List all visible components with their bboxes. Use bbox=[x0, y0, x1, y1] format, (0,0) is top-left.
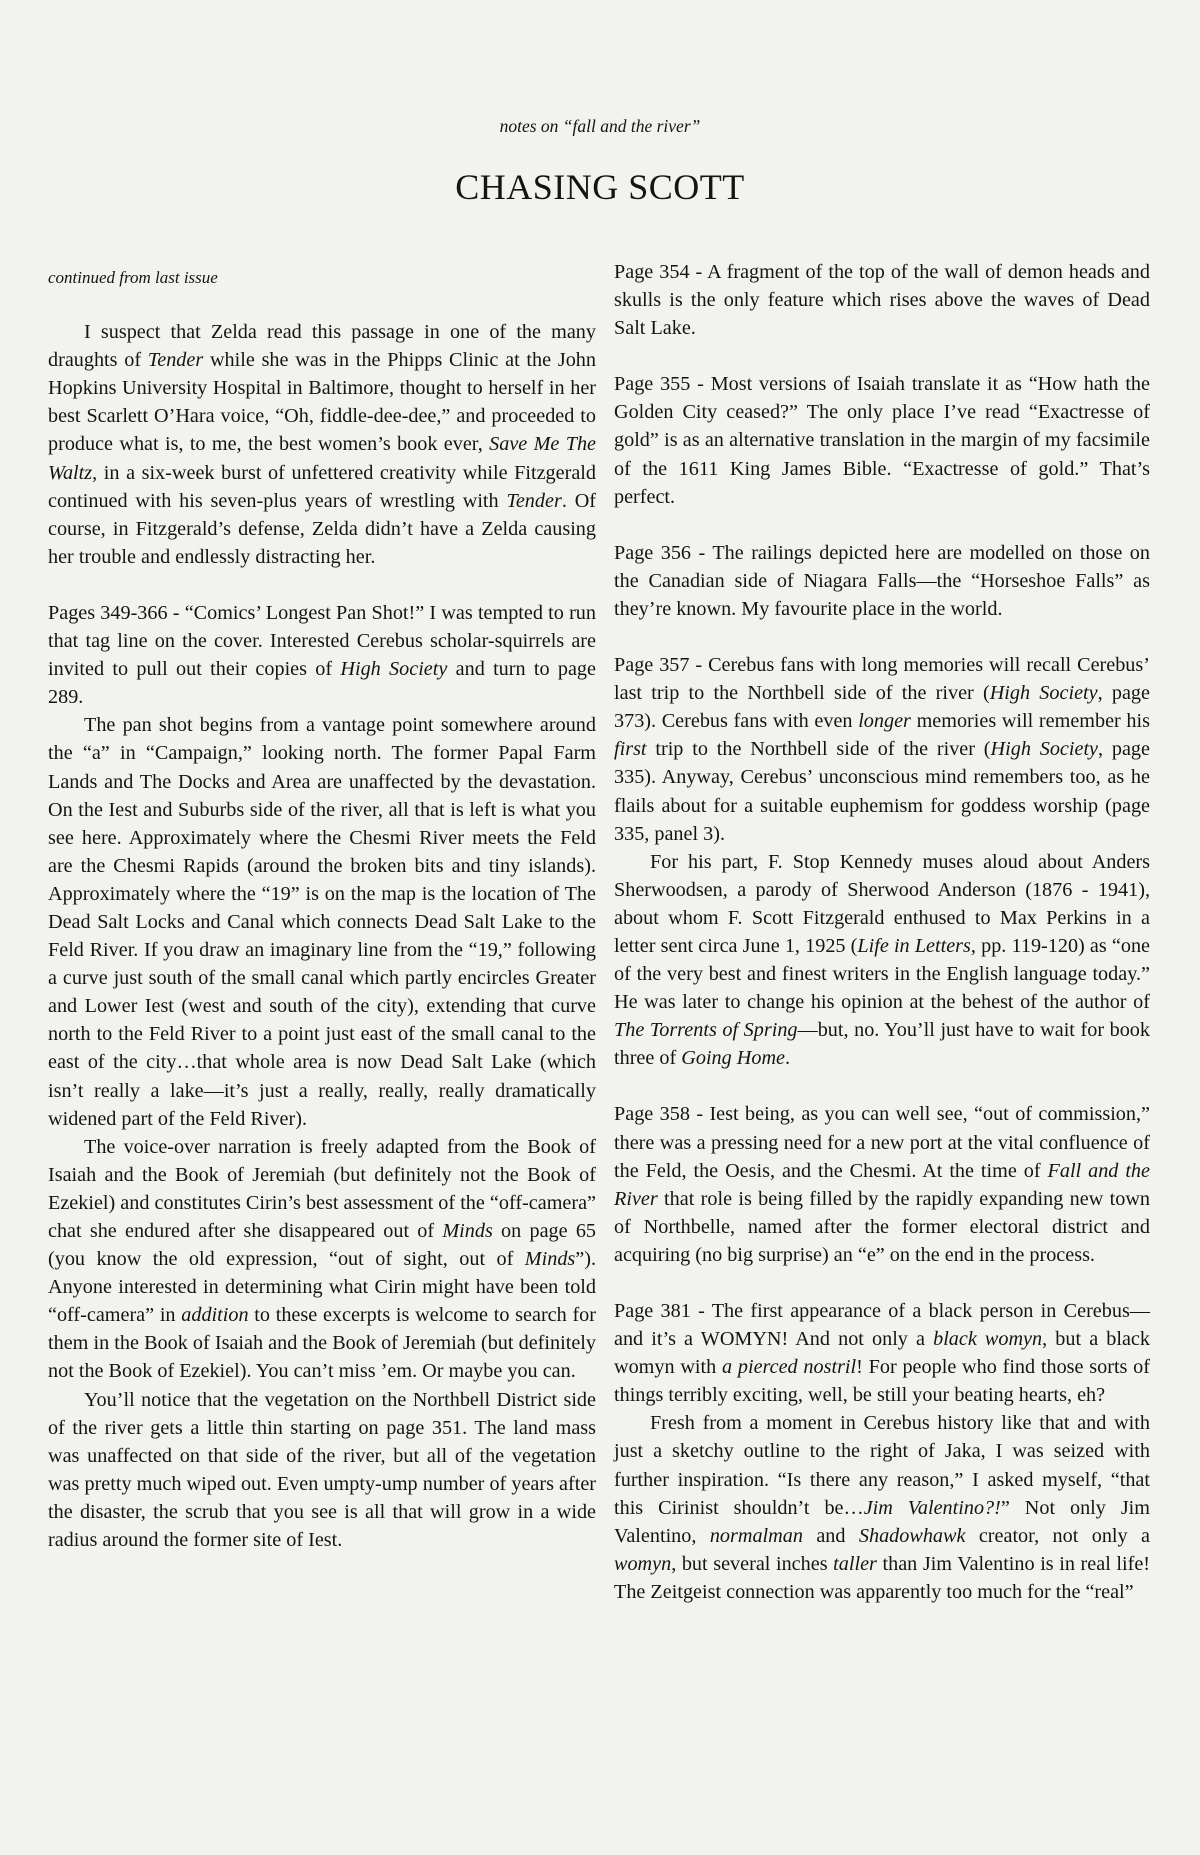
paragraph-zelda: I suspect that Zelda read this passage in one of the many draughts of Tender while she was in the Phipps Clinic at the John Hopkins University Hospital in Baltimore, thought to herself in her best Scarlett O’Hara voice, “Oh, fiddle-dee-dee,” and proceeded to produce what is, to me, the best women’s book ever, Save Me The Waltz, in a six-week burst of unfettered creativity while Fitzgerald continued with his seven-plus years of wrestling with Tender. Of course, in Fitzgerald’s defense, Zelda didn’t have a Zelda causing her trouble and endlessly distracting her. bbox=[48, 321, 596, 568]
right-column bbox=[614, 258, 1150, 1606]
paragraph-jim-valentino: Fresh from a moment in Cerebus history like that and with just a sketchy outline to the right of Jaka, I was seized with further inspiration. “Is there any reason,” I asked myself, “that this Cirinist shouldn’t be…Jim Valentino?!” Not only Jim Valentino, normalman and Shadowhawk creator, not only a womyn, but several inches taller than Jim Valentino is in real life! The Zeitgeist connection was apparently too much for the “real” bbox=[614, 1412, 1151, 1603]
left-column bbox=[48, 258, 596, 1554]
paragraph-page-354: Page 354 - A fragment of the top of the wall of demon heads and skulls is the only feature which rises above the waves of Dead Salt Lake. bbox=[614, 261, 1150, 340]
paragraph-kennedy: For his part, F. Stop Kennedy muses aloud about Anders Sherwoodsen, a parody of Sherwood Anderson (1876 - 1941), about whom F. Scott Fitzgerald enthused to Max Perkins in a letter sent circa June 1, 1925 (Life in Letters, pp. 119-120) as “one of the very best and finest writers in the English language today.” He was later to change his opinion at the behest of the author of The Torrents of Spring—but, no. You’ll just have to wait for book three of Going Home. bbox=[614, 850, 1151, 1070]
continued-note: continued from last issue bbox=[48, 268, 218, 287]
paragraph-page-356: Page 356 - The railings depicted here are modelled on those on the Canadian side of Niagara Falls—the “Horseshoe Falls” as they’re known. My favourite place in the world. bbox=[614, 541, 1150, 620]
page-title: CHASING SCOTT bbox=[455, 167, 745, 207]
paragraph-voice-over: The voice-over narration is freely adapted from the Book of Isaiah and the Book of Jeremiah (but definitely not the Book of Ezekiel) and constitutes Cirin’s best assessment of the “off-camera” chat she endured after she disappeared out of Minds on page 65 (you know the old expression, “out of sight, out of Minds”). Anyone interested in determining what Cirin might have been told “off-camera” in addition to these excerpts is welcome to search for them in the Book of Isaiah and the Book of Jeremiah (but definitely not the Book of Ezekiel). You can’t miss ’em. Or maybe you can. bbox=[48, 1135, 597, 1383]
running-header: notes on “fall and the river” bbox=[499, 116, 701, 136]
paragraph-pan-shot: The pan shot begins from a vantage point somewhere around the “a” in “Campaign,” looking north. The former Papal Farm Lands and The Docks and Area are unaffected by the devastation. On the Iest and Suburbs side of the river, all that is left is what you see here. Approximately where the Chesmi River meets the Feld are the Chesmi Rapids (around the broken bits and tiny islands). Approximately where the “19” is on the map is the location of The Dead Salt Locks and Canal which connects Dead Salt Lake to the Feld River. If you draw an imaginary line from the “19,” following a curve just south of the small canal which partly encircles Greater and Lower Iest (west and south of the city), extending that curve north to the Feld River to a point just east of the small canal to the east of the city…that whole area is now Dead Salt Lake (which isn’t really a lake—it’s just a really, really, really dramatically widened part of the Feld River). bbox=[48, 714, 596, 1130]
paragraph-page-355: Page 355 - Most versions of Isaiah translate it as “How hath the Golden City ceased?” The only place I’ve read “Exactresse of gold” is as an alternative translation in the margin of my facsimile of the 1611 King James Bible. “Exactresse of gold.” That’s perfect. bbox=[614, 373, 1150, 508]
paragraph-page-358: Page 358 - Iest being, as you can well see, “out of commission,” there was a pressing need for a new port at the vital confluence of the Feld, the Oesis, and the Chesmi. At the time of Fall and the River that role is being filled by the rapidly expanding new town of Northbelle, named after the former electoral district and acquiring (no big surprise) an “e” on the end in the process. bbox=[614, 1103, 1150, 1266]
paragraph-page-381: Page 381 - The first appearance of a black person in Cerebus—and it’s a WOMYN! And not only a black womyn, but a black womyn with a pierced nostril! For people who find those sorts of things terribly exciting, well, be still your beating hearts, eh? bbox=[614, 1300, 1150, 1407]
paragraph-vegetation: You’ll notice that the vegetation on the Northbell District side of the river gets a little thin starting on page 351. The land mass was unaffected on that side of the river, but all of the vegetation was pretty much wiped out. Even umpty-ump number of years after the disaster, the scrub that you see is all that will grow in a wide radius around the former site of Iest. bbox=[48, 1388, 596, 1552]
paragraph-page-357: Page 357 - Cerebus fans with long memories will recall Cerebus’ last trip to the Northbell side of the river (High Society, page 373). Cerebus fans with even longer memories will remember his first trip to the Northbell side of the river (High Society, page 335). Anyway, Cerebus’ unconscious mind remembers too, as he flails about for a suitable euphemism for goddess worship (page 335, panel 3). bbox=[614, 654, 1150, 845]
paragraph-pages-349-366: Pages 349-366 - “Comics’ Longest Pan Shot!” I was tempted to run that tag line on the cover. Interested Cerebus scholar-squirrels are invited to pull out their copies of High Society and turn to page 289. bbox=[48, 601, 596, 709]
